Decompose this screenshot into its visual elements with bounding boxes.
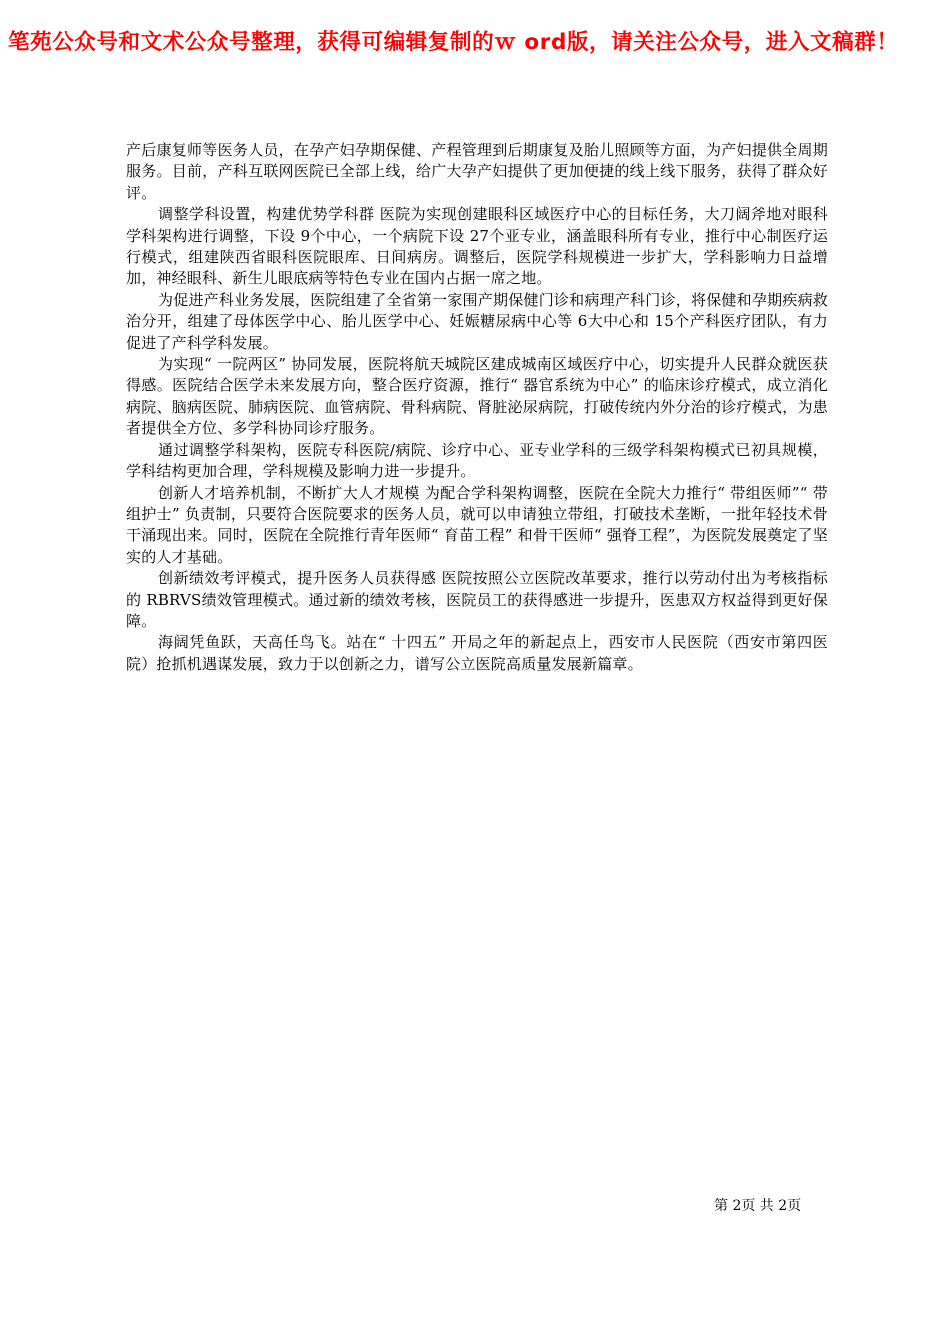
paragraph: 为促进产科业务发展，医院组建了全省第一家围产期保健门诊和病理产科门诊，将保健和孕期疾病救治分开，组建了母体医学中心、胎儿医学中心、妊娠糖尿病中心等 6大中心和 15个产科医疗团队，有力促进了产科学科发展。 (126, 290, 828, 352)
page-number: 第 2页 共 2页 (714, 1198, 802, 1214)
paragraph: 创新绩效考评模式，提升医务人员获得感 医院按照公立医院改革要求，推行以劳动付出为考核指标的 RBRVS绩效管理模式。通过新的绩效考核，医院员工的获得感进一步提升，医患双方权益得到更好保障。 (126, 569, 828, 630)
paragraph: 创新人才培养机制，不断扩大人才规模 为配合学科架构调整，医院在全院大力推行“ 带组医师”“ 带组护士” 负责制，只要符合医院要求的医务人员，就可以申请独立带组，打破技术垄断，一批年轻技术骨干涌现出来。同时，医院在全院推行青年医师“ 育苗工程” 和骨干医师“ 强脊工程”，为医院发展奠定了坚实的人才基础。 (126, 483, 828, 566)
paragraph: 产后康复师等医务人员，在孕产妇孕期保健、产程管理到后期康复及胎儿照顾等方面，为产妇提供全周期服务。目前，产科互联网医院已全部上线，给广大孕产妇提供了更加便捷的线上线下服务，获得了群众好评。 (126, 141, 828, 202)
paragraph: 海阔凭鱼跃，天高任鸟飞。站在“ 十四五” 开局之年的新起点上，西安市人民医院（西安市第四医院）抢抓机遇谋发展，致力于以创新之力，谱写公立医院高质量发展新篇章。 (126, 633, 828, 673)
paragraph: 调整学科设置，构建优势学科群 医院为实现创建眼科区域医疗中心的目标任务，大刀阔斧地对眼科学科架构进行调整，下设 9个中心，一个病院下设 27个亚专业，涵盖眼科所有专业，推行中心制医疗运行模式，组建陕西省眼科医院眼库、日间病房。调整后，医院学科规模进一步扩大，学科影响力日益增加，神经眼科、新生儿眼底病等特色专业在国内占据一席之地。 (126, 205, 828, 288)
paragraph: 通过调整学科架构，医院专科医院/病院、诊疗中心、亚专业学科的三级学科架构模式已初具规模，学科结构更加合理，学科规模及影响力进一步提升。 (126, 440, 828, 481)
promo-banner: 笔苑公众号和文术公众号整理，获得可编辑复制的ｗ ord版，请关注公众号，进入文稿群！ (8, 30, 899, 55)
document-body (126, 140, 828, 675)
paragraph: 为实现“ 一院两区” 协同发展，医院将航天城院区建成城南区域医疗中心，切实提升人民群众就医获得感。医院结合医学未来发展方向，整合医疗资源，推行“ 器官系统为中心” 的临床诊疗模式，成立消化病院、脑病医院、肺病医院、血管病院、骨科病院、肾脏泌尿病院，打破传统内外分治的诊疗模式，为患者提供全方位、多学科协同诊疗服务。 (126, 355, 828, 438)
